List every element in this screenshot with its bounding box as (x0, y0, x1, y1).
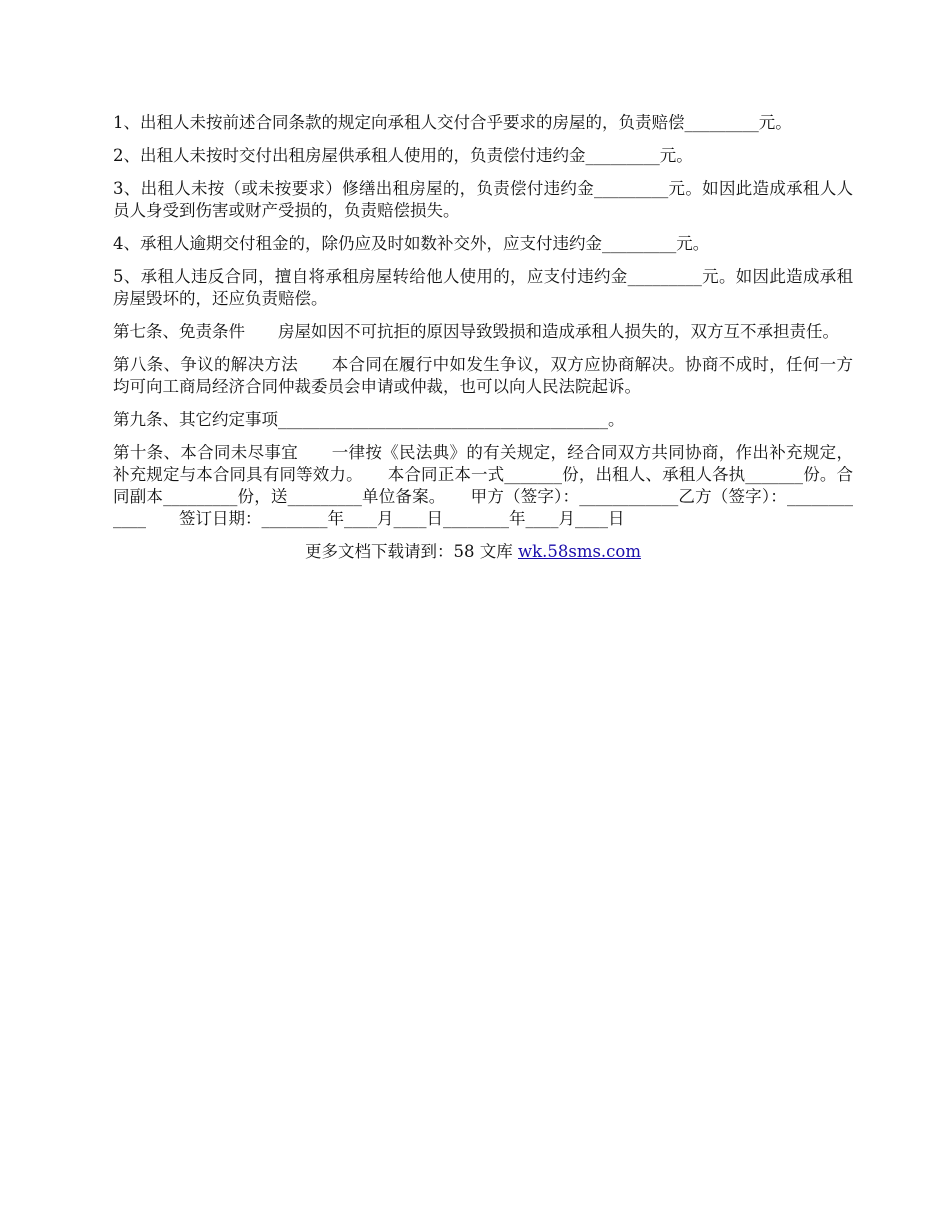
footer-prefix: 更多文档下载请到：58 文库 (304, 542, 518, 561)
article-7-text: 第七条、免责条件 房屋如因不可抗拒的原因导致毁损和造成承租人损失的，双方互不承担责任。 (113, 322, 839, 341)
footer-link[interactable]: wk.58sms.com (517, 542, 641, 561)
article-10-text: 第十条、本合同未尽事宜 一律按《民法典》的有关规定，经合同双方共同协商，作出补充规定，补充规定与本合同具有同等效力。 本合同正本一式_______份，出租人、承租人各执_______份。合同副本_________份，送_________单位备案。 甲方（签字）：____________乙方（签字）：____________ 签订日期：________年____月____日________年____月____日 (113, 443, 853, 528)
clause-1-text: 1、出租人未按前述合同条款的规定向承租人交付合乎要求的房屋的，负责赔偿_________元。 (113, 113, 792, 132)
clause-5-text: 5、承租人违反合同，擅自将承租房屋转给他人使用的，应支付违约金_________元。如因此造成承租房屋毁坏的，还应负责赔偿。 (113, 267, 853, 308)
download-footer (113, 541, 853, 563)
clause-2-text: 2、出租人未按时交付出租房屋供承租人使用的，负责偿付违约金_________元。 (113, 146, 693, 165)
document-page (113, 112, 853, 563)
article-8-text: 第八条、争议的解决方法 本合同在履行中如发生争议，双方应协商解决。协商不成时，任何一方均可向工商局经济合同仲裁委员会申请或仲裁，也可以向人民法院起诉。 (113, 355, 853, 396)
article-9-text: 第九条、其它约定事项________________________________________。 (113, 410, 625, 429)
clause-3-text: 3、出租人未按（或未按要求）修缮出租房屋的，负责偿付违约金_________元。如因此造成承租人人员人身受到伤害或财产受损的，负责赔偿损失。 (113, 179, 853, 220)
clause-4-text: 4、承租人逾期交付租金的，除仍应及时如数补交外，应支付违约金_________元。 (113, 234, 710, 253)
